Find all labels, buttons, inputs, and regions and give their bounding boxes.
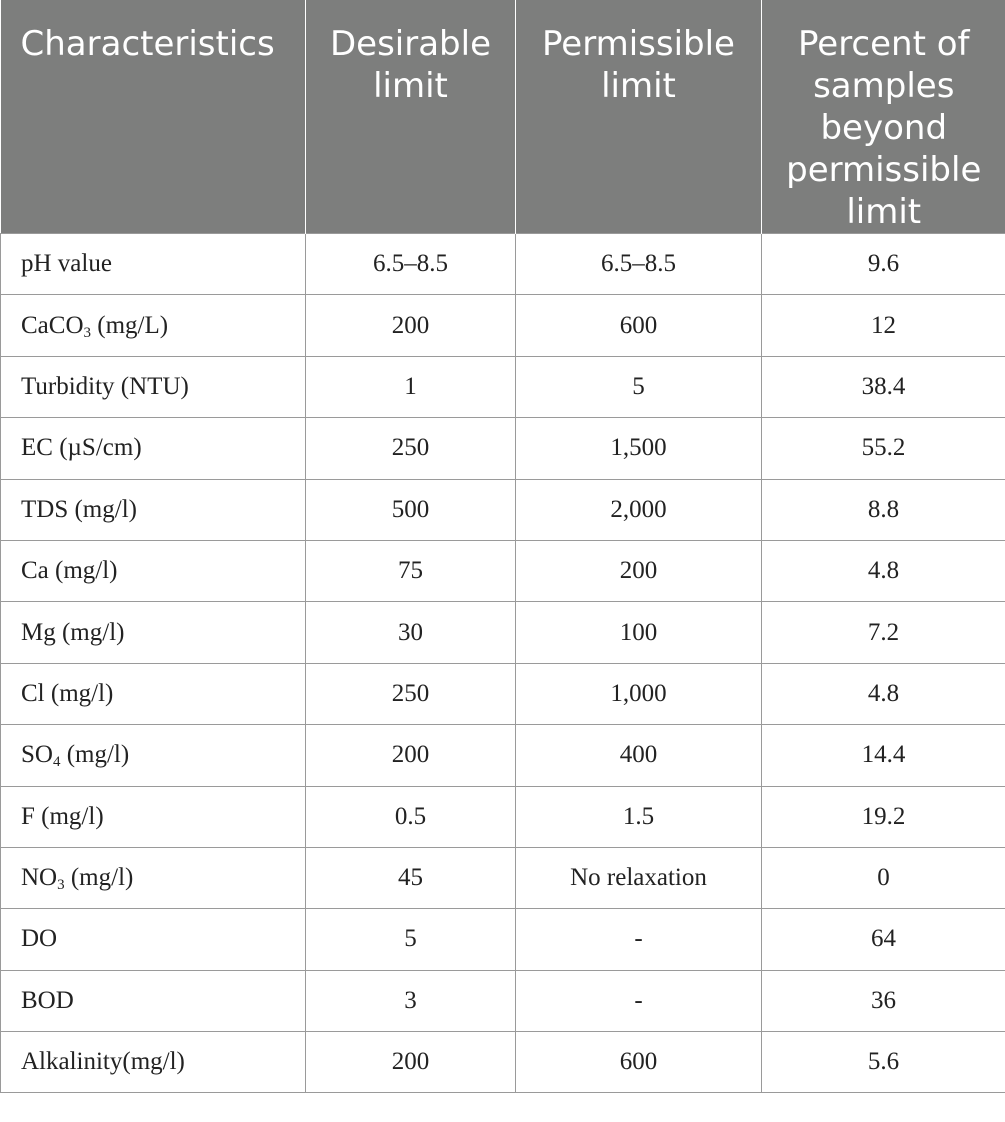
row-percent: 12 — [762, 295, 1005, 356]
row-characteristic: Ca (mg/l) — [1, 540, 306, 601]
row-percent: 19.2 — [762, 786, 1005, 847]
table-row — [1, 418, 1005, 479]
row-desirable: 5 — [306, 909, 516, 970]
name-base: CaCO — [21, 311, 84, 339]
table-row — [1, 356, 1005, 417]
row-desirable: 1 — [306, 356, 516, 417]
row-characteristic: DO — [1, 909, 306, 970]
name-subscript: 4 — [52, 754, 61, 771]
header-permissible-limit: Permissible limit — [516, 0, 762, 234]
row-desirable: 75 — [306, 540, 516, 601]
row-percent: 36 — [762, 970, 1005, 1031]
header-characteristics: Characteristics — [1, 0, 306, 234]
name-subscript: 3 — [83, 324, 91, 341]
table-row — [1, 725, 1005, 786]
row-characteristic: F (mg/l) — [1, 786, 306, 847]
row-characteristic: Cl (mg/l) — [1, 663, 306, 724]
row-permissible: 100 — [516, 602, 762, 663]
name-subscript: 3 — [57, 877, 65, 894]
row-characteristic: Turbidity (NTU) — [1, 356, 306, 417]
table-body — [1, 234, 1005, 1093]
row-characteristic: pH value — [1, 234, 306, 295]
row-permissible: 1,000 — [516, 663, 762, 724]
row-percent: 4.8 — [762, 663, 1005, 724]
row-desirable: 30 — [306, 602, 516, 663]
row-percent: 55.2 — [762, 418, 1005, 479]
row-desirable: 200 — [306, 725, 516, 786]
row-permissible: 600 — [516, 1032, 762, 1093]
row-characteristic — [1, 295, 306, 356]
row-desirable: 6.5–8.5 — [306, 234, 516, 295]
row-percent: 38.4 — [762, 356, 1005, 417]
row-permissible: 6.5–8.5 — [516, 234, 762, 295]
table-row — [1, 1032, 1005, 1093]
table-row — [1, 479, 1005, 540]
row-desirable: 250 — [306, 418, 516, 479]
row-characteristic: Alkalinity(mg/l) — [1, 1032, 306, 1093]
name-unit: (mg/L) — [91, 311, 169, 339]
row-percent: 64 — [762, 909, 1005, 970]
table-row — [1, 663, 1005, 724]
row-desirable: 3 — [306, 970, 516, 1031]
name-base: SO — [21, 741, 53, 769]
table-row — [1, 847, 1005, 908]
row-characteristic: Mg (mg/l) — [1, 602, 306, 663]
row-characteristic: EC (µS/cm) — [1, 418, 306, 479]
row-permissible: 400 — [516, 725, 762, 786]
row-percent: 5.6 — [762, 1032, 1005, 1093]
table-row — [1, 295, 1005, 356]
name-base: NO — [21, 864, 58, 892]
name-unit: (mg/l) — [60, 741, 130, 769]
row-permissible: 1.5 — [516, 786, 762, 847]
row-desirable: 200 — [306, 1032, 516, 1093]
row-permissible: 600 — [516, 295, 762, 356]
row-desirable: 250 — [306, 663, 516, 724]
row-characteristic: BOD — [1, 970, 306, 1031]
table-row — [1, 970, 1005, 1031]
table-row — [1, 540, 1005, 601]
row-permissible: 200 — [516, 540, 762, 601]
name-unit: (mg/l) — [64, 864, 134, 892]
table-row — [1, 786, 1005, 847]
header-desirable-limit: Desirable limit — [306, 0, 516, 234]
table-row — [1, 234, 1005, 295]
row-percent: 0 — [762, 847, 1005, 908]
header-row — [1, 0, 1005, 234]
row-permissible: - — [516, 909, 762, 970]
row-permissible: No relaxation — [516, 847, 762, 908]
row-percent: 9.6 — [762, 234, 1005, 295]
row-characteristic — [1, 847, 306, 908]
row-permissible: 2,000 — [516, 479, 762, 540]
row-permissible: - — [516, 970, 762, 1031]
row-desirable: 0.5 — [306, 786, 516, 847]
header-percent-beyond: Percent of samples beyond permissible limit — [762, 0, 1005, 234]
row-permissible: 1,500 — [516, 418, 762, 479]
row-percent: 14.4 — [762, 725, 1005, 786]
row-characteristic: TDS (mg/l) — [1, 479, 306, 540]
table-row — [1, 909, 1005, 970]
row-percent: 8.8 — [762, 479, 1005, 540]
row-desirable: 45 — [306, 847, 516, 908]
row-characteristic — [1, 725, 306, 786]
row-percent: 4.8 — [762, 540, 1005, 601]
row-desirable: 200 — [306, 295, 516, 356]
row-permissible: 5 — [516, 356, 762, 417]
row-percent: 7.2 — [762, 602, 1005, 663]
table-row — [1, 602, 1005, 663]
row-desirable: 500 — [306, 479, 516, 540]
table-header — [1, 0, 1005, 234]
